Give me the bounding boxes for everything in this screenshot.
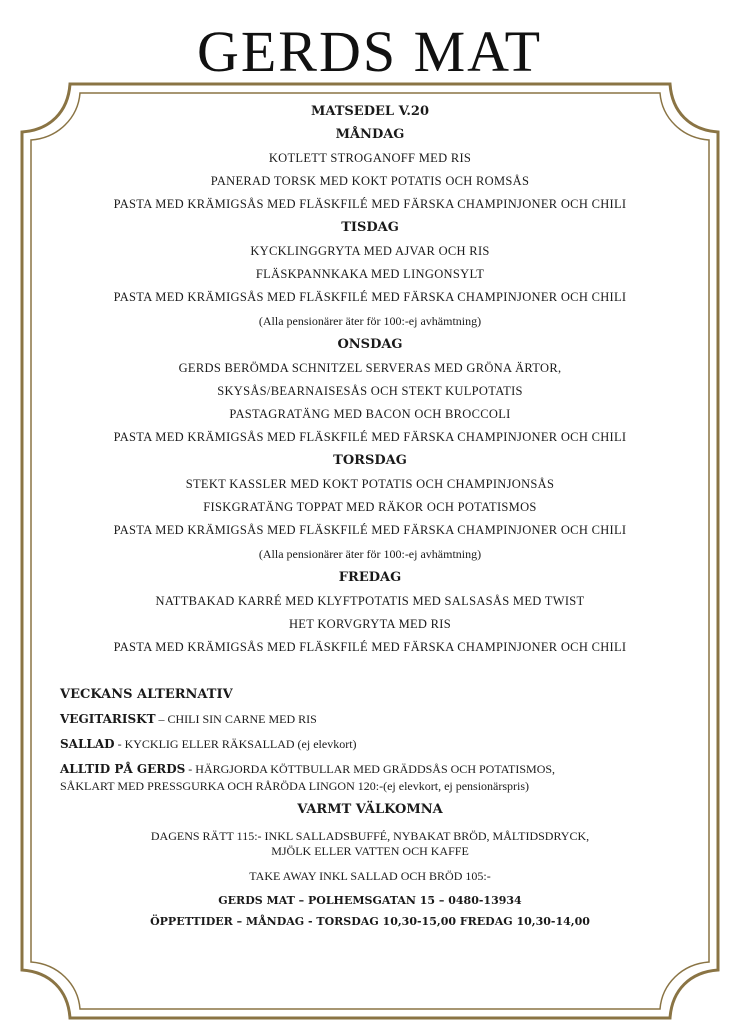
address-line: GERDS MAT – POLHEMSGATAN 15 – 0480-13934	[218, 894, 522, 907]
menu-item: PANERAD TORSK MED KOKT POTATIS OCH ROMSÅS	[210, 174, 530, 188]
menu-week: MATSEDEL V.20	[310, 104, 429, 119]
menu-item: PASTAGRATÄNG MED BACON OCH BROCCOLI	[229, 407, 511, 421]
menu-item: NATTBAKAD KARRÉ MED KLYFTPOTATIS MED SALSASÅS MED TWIST	[155, 594, 585, 608]
alltid-label: ALLTID PÅ GERDS	[60, 762, 186, 776]
vegetarian-text: – CHILI SIN CARNE MED RIS	[155, 712, 317, 726]
opening-hours: ÖPPETTIDER – MÅNDAG - TORSDAG 10,30-15,00 FREDAG 10,30-14,00	[150, 915, 590, 928]
dagens-ratt-line-1: DAGENS RÄTT 115:- INKL SALLADSBUFFÉ, NYBAKAT BRÖD, MÅLTIDSDRYCK,	[150, 829, 590, 843]
day-heading-thursday: TORSDAG	[333, 453, 407, 468]
alltid-text-2: SÅKLART MED PRESSGURKA OCH RÅRÖDA LINGON 120:-(ej elevkort, ej pensionärspris)	[60, 779, 530, 793]
menu-item: PASTA MED KRÄMIGSÅS MED FLÄSKFILÉ MED FÄRSKA CHAMPINJONER OCH CHILI	[113, 197, 627, 211]
sallad-text: - KYCKLIG ELLER RÄKSALLAD (ej elevkort)	[114, 737, 357, 751]
menu-item: KOTLETT STROGANOFF MED RIS	[268, 151, 472, 165]
pensioner-note: (Alla pensionärer äter för 100:-ej avhämtning)	[258, 314, 482, 328]
day-heading-friday: FREDAG	[338, 570, 402, 585]
day-heading-monday: MÅNDAG	[335, 127, 405, 142]
menu-item: PASTA MED KRÄMIGSÅS MED FLÄSKFILÉ MED FÄRSKA CHAMPINJONER OCH CHILI	[113, 430, 627, 444]
page-title: GERDS MAT	[196, 19, 543, 84]
menu-item: GERDS BERÖMDA SCHNITZEL SERVERAS MED GRÖNA ÄRTOR,	[178, 361, 562, 375]
menu-item: PASTA MED KRÄMIGSÅS MED FLÄSKFILÉ MED FÄRSKA CHAMPINJONER OCH CHILI	[113, 523, 627, 537]
day-heading-wednesday: ONSDAG	[337, 337, 403, 352]
day-heading-tuesday: TISDAG	[341, 220, 399, 235]
welcome-heading: VARMT VÄLKOMNA	[297, 802, 443, 817]
dagens-ratt-line-2: MJÖLK ELLER VATTEN OCH KAFFE	[271, 844, 469, 858]
menu-item: HET KORVGRYTA MED RIS	[288, 617, 452, 631]
pensioner-note: (Alla pensionärer äter för 100:-ej avhämtning)	[258, 547, 482, 561]
vegetarian-label: VEGITARISKT	[60, 712, 156, 726]
sallad-label: SALLAD	[60, 737, 115, 751]
menu-item: STEKT KASSLER MED KOKT POTATIS OCH CHAMPINJONSÅS	[185, 477, 555, 491]
menu-item: KYCKLINGGRYTA MED AJVAR OCH RIS	[250, 244, 490, 258]
alternatives-heading: VECKANS ALTERNATIV	[60, 687, 233, 702]
menu-item: PASTA MED KRÄMIGSÅS MED FLÄSKFILÉ MED FÄRSKA CHAMPINJONER OCH CHILI	[113, 640, 627, 654]
menu-item: SKYSÅS/BEARNAISESÅS OCH STEKT KULPOTATIS	[217, 384, 523, 398]
menu-item: FISKGRATÄNG TOPPAT MED RÄKOR OCH POTATISMOS	[203, 500, 537, 514]
menu-item: FLÄSKPANNKAKA MED LINGONSYLT	[255, 267, 485, 281]
take-away-line: TAKE AWAY INKL SALLAD OCH BRÖD 105:-	[249, 869, 491, 883]
alltid-text: - HÄRGJORDA KÖTTBULLAR MED GRÄDDSÅS OCH POTATISMOS,	[185, 762, 556, 776]
menu-content	[60, 104, 680, 928]
menu-item: PASTA MED KRÄMIGSÅS MED FLÄSKFILÉ MED FÄRSKA CHAMPINJONER OCH CHILI	[113, 290, 627, 304]
